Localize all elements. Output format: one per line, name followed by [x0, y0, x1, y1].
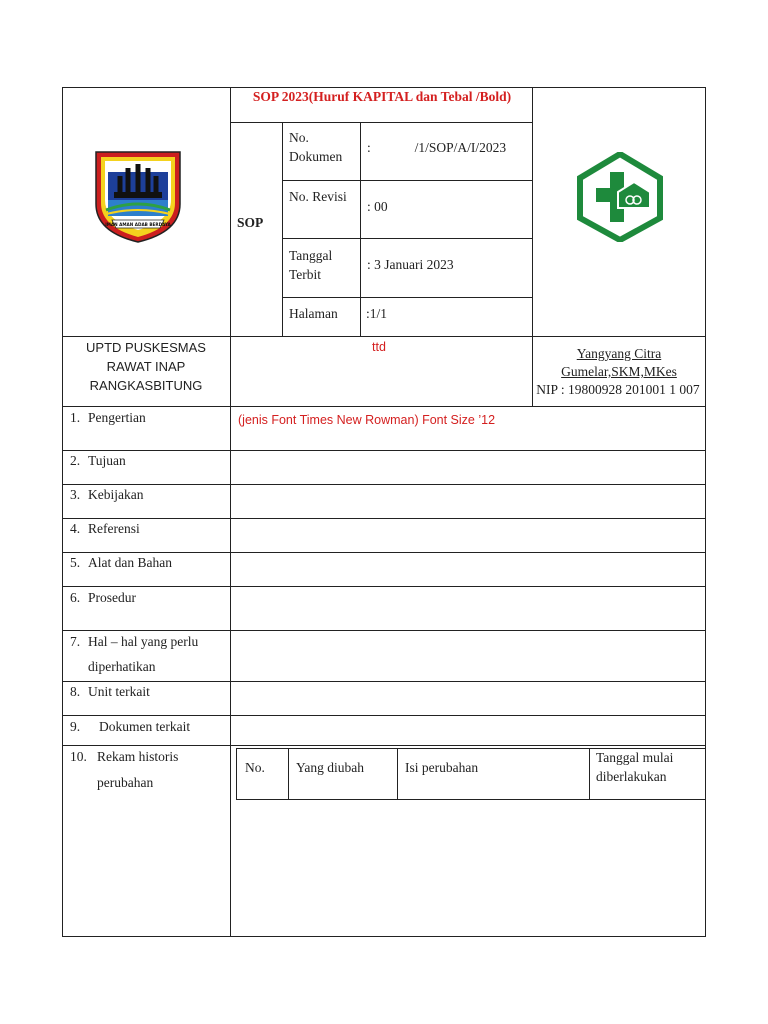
section-number: 9.	[70, 719, 81, 734]
section-number: 3.	[70, 487, 81, 502]
section-number: 10.	[70, 749, 87, 764]
history-col-divider	[236, 748, 237, 800]
document-title: SOP 2023(Huruf KAPITAL dan Tebal /Bold)	[252, 89, 512, 104]
section-content-pengertian: (jenis Font Times New Rowman) Font Size ’12	[238, 413, 496, 427]
puskesmas-logo-icon	[576, 152, 664, 242]
frame-right	[705, 87, 706, 937]
section-divider	[62, 586, 706, 587]
no-dokumen-value: : /1/SOP/A/I/2023	[367, 140, 507, 155]
history-col-divider	[397, 748, 398, 800]
section-label-hal-perlu-line2: diperhatikan	[88, 659, 156, 674]
section-label-hal-perlu: Hal – hal yang perlu	[88, 634, 199, 649]
section-number: 2.	[70, 453, 81, 468]
no-revisi-label: No. Revisi	[289, 189, 347, 204]
halaman-label: Halaman	[289, 306, 338, 321]
row-divider	[282, 238, 532, 239]
history-header-no: No.	[245, 760, 265, 775]
signature-placeholder: ttd	[372, 340, 386, 354]
pemkab-lebak-emblem-icon	[92, 148, 184, 244]
org-row-divider	[62, 406, 706, 407]
emblem-motto: IMAN AMAN ADAB BERDAYA	[105, 222, 171, 227]
section-number: 7.	[70, 634, 81, 649]
section-label-rekam-historis: Rekam historis	[97, 749, 179, 764]
tanggal-terbit-label: Tanggal Terbit	[289, 248, 333, 282]
section-number: 4.	[70, 521, 81, 536]
frame-bottom	[62, 936, 706, 937]
history-header-tanggal: Tanggal mulai diberlakukan	[596, 750, 674, 784]
org-name-line1: UPTD PUSKESMAS	[86, 340, 206, 355]
history-header-isi-perubahan: Isi perubahan	[405, 760, 479, 775]
section-number: 5.	[70, 555, 81, 570]
section-divider	[62, 450, 706, 451]
frame-left	[62, 87, 63, 937]
section-divider	[62, 681, 706, 682]
row-divider	[282, 297, 532, 298]
section-label-pengertian: Pengertian	[88, 410, 146, 425]
section-number: 6.	[70, 590, 81, 605]
no-dokumen-label: No. Dokumen	[289, 130, 343, 164]
section-label-kebijakan: Kebijakan	[88, 487, 144, 502]
sop-column-divider	[282, 122, 283, 336]
signer-nip: NIP : 19800928 201001 1 007	[536, 382, 700, 397]
section-label-referensi: Referensi	[88, 521, 140, 536]
section-label-unit-terkait: Unit terkait	[88, 684, 150, 699]
section-divider	[62, 745, 706, 746]
section-divider	[62, 715, 706, 716]
value-column-divider	[360, 122, 361, 336]
signer-name-line2: Gumelar,SKM,MKes	[561, 364, 677, 379]
section-number: 8.	[70, 684, 81, 699]
section-label-dokumen-terkait: Dokumen terkait	[99, 719, 191, 734]
label-column-divider	[230, 87, 231, 937]
history-header-yang-diubah: Yang diubah	[296, 760, 365, 775]
right-logo-divider	[532, 87, 533, 406]
section-divider	[62, 484, 706, 485]
section-label-rekam-historis-line2: perubahan	[97, 775, 154, 790]
row-divider	[282, 180, 532, 181]
section-number: 1.	[70, 410, 81, 425]
tanggal-terbit-value: : 3 Januari 2023	[367, 257, 454, 272]
halaman-value: :1/1	[366, 306, 388, 321]
section-label-prosedur: Prosedur	[88, 590, 136, 605]
history-col-divider	[589, 748, 590, 800]
history-table-bottom	[236, 799, 706, 800]
section-label-alat-bahan: Alat dan Bahan	[88, 555, 172, 570]
signer-name-line1: Yangyang Citra	[576, 346, 662, 361]
org-name-line3: RANGKASBITUNG	[89, 378, 203, 393]
header-bottom-divider	[62, 336, 706, 337]
org-name-line2: RAWAT INAP	[106, 359, 186, 374]
title-row-divider	[230, 122, 532, 123]
sop-label: SOP	[237, 215, 264, 230]
section-divider	[62, 630, 706, 631]
no-revisi-value: : 00	[367, 199, 388, 214]
history-col-divider	[288, 748, 289, 800]
section-label-tujuan: Tujuan	[88, 453, 126, 468]
section-divider	[62, 518, 706, 519]
